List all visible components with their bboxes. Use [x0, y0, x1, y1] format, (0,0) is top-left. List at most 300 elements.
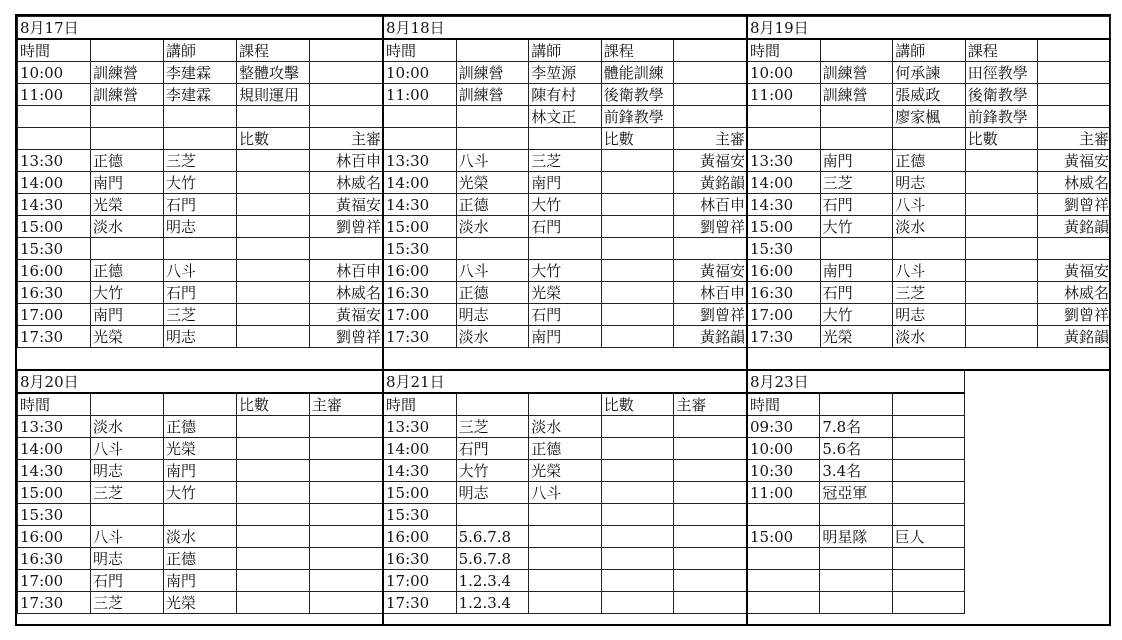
table-row: [18, 592, 383, 614]
table-cell: [529, 504, 602, 526]
table-row: [748, 194, 1111, 216]
table-cell: [310, 570, 383, 592]
table-cell: 明志: [893, 172, 966, 194]
table-cell: [456, 39, 529, 62]
table-cell: 1.2.3.4: [456, 592, 529, 614]
table-row: [384, 504, 747, 526]
table-cell: [310, 548, 383, 570]
table-cell: 主審: [310, 128, 383, 150]
table-cell: 黃福安: [310, 304, 383, 326]
table-cell: [820, 548, 892, 570]
table-cell: 李堃源: [529, 62, 602, 84]
table-row: [18, 260, 383, 282]
table-cell: 正德: [164, 416, 237, 438]
table-cell: 三芝: [529, 150, 602, 172]
table-row: [748, 62, 1111, 84]
day-block-aug21: [383, 370, 747, 614]
block-divider: [746, 16, 748, 624]
table-cell: [91, 504, 164, 526]
table-cell: 規則運用: [237, 84, 310, 106]
table-cell: [1038, 238, 1111, 260]
table-cell: [748, 548, 820, 570]
table-cell: 10:00: [748, 438, 820, 460]
table-cell: 光榮: [164, 438, 237, 460]
table-cell: 15:00: [748, 526, 820, 548]
table-cell: [674, 62, 747, 84]
table-cell: [237, 548, 310, 570]
table-cell: 石門: [164, 282, 237, 304]
table-cell: 田徑教學: [965, 62, 1038, 84]
table-row: [748, 106, 1111, 128]
table-cell: 石門: [91, 570, 164, 592]
table-cell: [674, 548, 747, 570]
table-cell: 17:30: [748, 326, 821, 348]
day-block-aug23: [747, 370, 965, 614]
table-cell: 陳有村: [529, 84, 602, 106]
table-row: [18, 482, 383, 504]
table-row: [18, 304, 383, 326]
table-row: [18, 504, 383, 526]
table-cell: 比數: [965, 128, 1038, 150]
block-date: 8月23日: [748, 371, 965, 394]
table-cell: 前鋒教學: [965, 106, 1038, 128]
table-cell: 明志: [456, 482, 529, 504]
table-cell: [310, 39, 383, 62]
table-cell: [1038, 39, 1111, 62]
table-cell: [674, 482, 747, 504]
table-cell: 明志: [91, 548, 164, 570]
table-row: [384, 150, 747, 172]
table-cell: 16:30: [384, 548, 457, 570]
table-cell: 16:00: [384, 526, 457, 548]
table-cell: 石門: [456, 438, 529, 460]
table-cell: [601, 238, 674, 260]
table-cell: [892, 482, 964, 504]
table-row: [18, 326, 383, 348]
table-row: [18, 106, 383, 128]
table-row: [384, 548, 747, 570]
table-row: [18, 438, 383, 460]
table-cell: 林威名: [310, 282, 383, 304]
table-cell: 5.6名: [820, 438, 892, 460]
table-cell: 明星隊: [820, 526, 892, 548]
table-cell: 17:30: [384, 326, 457, 348]
table-cell: [601, 172, 674, 194]
table-cell: [310, 460, 383, 482]
table-cell: [91, 128, 164, 150]
table-cell: 13:30: [384, 150, 457, 172]
table-cell: [965, 282, 1038, 304]
table-cell: [456, 393, 529, 416]
table-cell: 淡水: [164, 526, 237, 548]
table-row: [748, 172, 1111, 194]
table-cell: [384, 128, 457, 150]
table-cell: [748, 592, 820, 614]
table-cell: 南門: [820, 260, 893, 282]
table-cell: 14:00: [748, 172, 821, 194]
table-cell: 光榮: [91, 326, 164, 348]
table-cell: 比數: [601, 128, 674, 150]
table-cell: 體能訓練: [601, 62, 674, 84]
table-cell: [310, 438, 383, 460]
table-cell: 17:00: [18, 570, 91, 592]
table-cell: 整體攻擊: [237, 62, 310, 84]
table-cell: 明志: [164, 216, 237, 238]
table-row: [384, 526, 747, 548]
table-cell: 正德: [893, 150, 966, 172]
table-cell: [892, 438, 964, 460]
table-cell: [91, 39, 164, 62]
table-cell: [456, 504, 529, 526]
table-cell: 16:00: [748, 260, 821, 282]
table-cell: [748, 570, 820, 592]
table-cell: 11:00: [18, 84, 91, 106]
table-cell: [674, 106, 747, 128]
table-row: [748, 526, 965, 548]
table-cell: 光榮: [820, 326, 893, 348]
table-cell: [674, 416, 747, 438]
table-cell: [893, 238, 966, 260]
table-cell: 14:30: [748, 194, 821, 216]
table-cell: [164, 393, 237, 416]
table-cell: [237, 260, 310, 282]
block-date: 8月21日: [384, 371, 747, 394]
table-cell: 17:30: [18, 326, 91, 348]
day-block-aug17: [17, 16, 383, 348]
block-date: 8月19日: [748, 17, 1111, 40]
table-cell: 15:00: [384, 216, 457, 238]
table-cell: 南門: [529, 172, 602, 194]
table-cell: 17:30: [384, 592, 457, 614]
table-cell: [164, 504, 237, 526]
table-cell: 後衛教學: [965, 84, 1038, 106]
table-cell: [237, 482, 310, 504]
table-cell: 南門: [820, 150, 893, 172]
table-row: [18, 172, 383, 194]
table-cell: [601, 570, 674, 592]
table-cell: 14:30: [384, 194, 457, 216]
table-cell: 黃福安: [310, 194, 383, 216]
table-cell: [820, 128, 893, 150]
table-cell: 15:00: [748, 216, 821, 238]
table-cell: 大竹: [820, 216, 893, 238]
table-cell: [91, 106, 164, 128]
table-cell: 11:00: [748, 84, 821, 106]
table-cell: [601, 304, 674, 326]
table-cell: 冠亞軍: [820, 482, 892, 504]
table-cell: 正德: [91, 150, 164, 172]
table-row: [18, 393, 383, 416]
table-row: [18, 526, 383, 548]
table-cell: [892, 393, 964, 416]
table-row: [18, 84, 383, 106]
schedule-table: [747, 370, 965, 614]
table-cell: 13:30: [18, 150, 91, 172]
table-cell: 大竹: [529, 260, 602, 282]
table-cell: 5.6.7.8: [456, 548, 529, 570]
table-cell: 何承諫: [893, 62, 966, 84]
table-cell: 淡水: [456, 216, 529, 238]
table-cell: 主審: [310, 393, 383, 416]
table-cell: 石門: [820, 282, 893, 304]
table-cell: 10:00: [384, 62, 457, 84]
table-cell: [237, 416, 310, 438]
table-cell: 三芝: [164, 150, 237, 172]
table-cell: 張威政: [893, 84, 966, 106]
table-cell: 正德: [164, 548, 237, 570]
table-cell: 光榮: [529, 460, 602, 482]
table-cell: 訓練營: [91, 84, 164, 106]
table-cell: 大竹: [456, 460, 529, 482]
table-cell: [237, 504, 310, 526]
table-cell: [601, 326, 674, 348]
table-cell: [18, 106, 91, 128]
table-cell: [601, 416, 674, 438]
table-cell: 三芝: [91, 482, 164, 504]
table-cell: 明志: [456, 304, 529, 326]
table-row: [384, 216, 747, 238]
table-cell: 16:30: [18, 282, 91, 304]
table-cell: [965, 150, 1038, 172]
table-row: [18, 282, 383, 304]
table-cell: 巨人: [892, 526, 964, 548]
table-cell: 大竹: [164, 172, 237, 194]
table-row: [384, 282, 747, 304]
table-cell: [237, 282, 310, 304]
table-cell: 林威名: [310, 172, 383, 194]
table-cell: 主審: [674, 128, 747, 150]
table-cell: [310, 592, 383, 614]
table-cell: 15:30: [748, 238, 821, 260]
table-row: [748, 548, 965, 570]
table-cell: [237, 304, 310, 326]
table-cell: 明志: [91, 460, 164, 482]
table-cell: [237, 106, 310, 128]
table-cell: 八斗: [456, 260, 529, 282]
table-cell: 石門: [529, 216, 602, 238]
table-cell: 三芝: [893, 282, 966, 304]
table-row: [384, 84, 747, 106]
table-row: [384, 570, 747, 592]
table-cell: 講師: [164, 39, 237, 62]
table-row: [384, 39, 747, 62]
table-cell: 時間: [384, 39, 457, 62]
table-cell: 正德: [91, 260, 164, 282]
table-row: [384, 326, 747, 348]
block-date: 8月20日: [18, 371, 383, 394]
table-cell: 訓練營: [820, 84, 893, 106]
table-row: [748, 260, 1111, 282]
table-cell: 比數: [237, 128, 310, 150]
day-block-aug18: [383, 16, 747, 348]
table-cell: [237, 438, 310, 460]
block-date: 8月17日: [18, 17, 383, 40]
table-cell: 三芝: [91, 592, 164, 614]
table-cell: 17:00: [18, 304, 91, 326]
table-row: [18, 39, 383, 62]
table-row: [384, 482, 747, 504]
table-row: [748, 438, 965, 460]
table-cell: 7.8名: [820, 416, 892, 438]
table-cell: 黃銘韻: [1038, 216, 1111, 238]
table-cell: 15:30: [18, 504, 91, 526]
table-cell: [820, 592, 892, 614]
table-cell: 13:30: [748, 150, 821, 172]
table-cell: 15:30: [18, 238, 91, 260]
table-cell: 大竹: [164, 482, 237, 504]
table-cell: [892, 416, 964, 438]
table-cell: 14:00: [384, 438, 457, 460]
table-cell: 明志: [164, 326, 237, 348]
schedule-table: [383, 370, 747, 614]
table-cell: [310, 526, 383, 548]
table-cell: 14:00: [18, 172, 91, 194]
table-cell: 時間: [18, 393, 91, 416]
schedule-table: [17, 370, 383, 614]
table-row: [748, 216, 1111, 238]
table-cell: 林百申: [310, 150, 383, 172]
table-row: [18, 548, 383, 570]
table-cell: 16:30: [384, 282, 457, 304]
table-row: [748, 150, 1111, 172]
table-cell: [529, 238, 602, 260]
table-cell: [965, 172, 1038, 194]
table-cell: 大竹: [529, 194, 602, 216]
block-date: 8月18日: [384, 17, 747, 40]
table-cell: [601, 438, 674, 460]
table-cell: [91, 238, 164, 260]
table-cell: [820, 106, 893, 128]
table-cell: 南門: [91, 304, 164, 326]
table-cell: [529, 592, 602, 614]
table-cell: [91, 393, 164, 416]
table-cell: 訓練營: [456, 84, 529, 106]
table-cell: 黃銘韻: [674, 172, 747, 194]
table-row: [384, 194, 747, 216]
table-cell: 10:00: [18, 62, 91, 84]
block-divider: [17, 369, 1109, 371]
table-cell: 石門: [529, 304, 602, 326]
table-cell: 11:00: [748, 482, 820, 504]
block-divider: [382, 16, 384, 624]
table-cell: 5.6.7.8: [456, 526, 529, 548]
table-row: [748, 393, 965, 416]
table-cell: [965, 260, 1038, 282]
table-cell: 八斗: [456, 150, 529, 172]
table-cell: 大竹: [820, 304, 893, 326]
table-row: [18, 238, 383, 260]
table-cell: 13:30: [384, 416, 457, 438]
table-cell: 訓練營: [456, 62, 529, 84]
table-cell: [601, 460, 674, 482]
table-cell: 黃福安: [674, 150, 747, 172]
table-cell: 八斗: [893, 194, 966, 216]
table-cell: [529, 393, 602, 416]
table-cell: [674, 592, 747, 614]
table-cell: 講師: [529, 39, 602, 62]
table-cell: 黃銘韻: [674, 326, 747, 348]
table-cell: 黃福安: [1038, 260, 1111, 282]
table-cell: 林文正: [529, 106, 602, 128]
table-cell: 訓練營: [820, 62, 893, 84]
table-cell: [601, 282, 674, 304]
table-row: [18, 570, 383, 592]
table-row: [748, 460, 965, 482]
schedule-table: [747, 16, 1111, 348]
table-cell: 16:00: [18, 260, 91, 282]
table-cell: [384, 106, 457, 128]
table-cell: [529, 548, 602, 570]
table-row: [18, 194, 383, 216]
table-cell: [237, 570, 310, 592]
table-cell: [820, 39, 893, 62]
table-cell: [237, 238, 310, 260]
table-cell: [237, 592, 310, 614]
table-cell: [164, 128, 237, 150]
table-cell: 16:30: [18, 548, 91, 570]
table-cell: 林威名: [1038, 282, 1111, 304]
table-cell: 南門: [164, 570, 237, 592]
day-block-aug19: [747, 16, 1111, 348]
table-cell: 14:00: [384, 172, 457, 194]
table-row: [384, 260, 747, 282]
table-cell: 劉曾祥: [310, 326, 383, 348]
table-cell: 時間: [748, 393, 820, 416]
table-cell: 課程: [965, 39, 1038, 62]
table-row: [748, 304, 1111, 326]
table-cell: [601, 260, 674, 282]
table-cell: [820, 393, 892, 416]
table-cell: [456, 238, 529, 260]
table-cell: [237, 172, 310, 194]
table-cell: [601, 216, 674, 238]
table-cell: [529, 128, 602, 150]
table-row: [384, 416, 747, 438]
schedule-table: [17, 16, 383, 348]
table-cell: [18, 128, 91, 150]
table-cell: [310, 84, 383, 106]
table-row: [748, 128, 1111, 150]
table-cell: [892, 570, 964, 592]
table-row: [384, 304, 747, 326]
table-cell: [529, 526, 602, 548]
table-cell: [892, 548, 964, 570]
table-row: [384, 438, 747, 460]
table-cell: [310, 106, 383, 128]
table-cell: [529, 570, 602, 592]
table-cell: 光榮: [91, 194, 164, 216]
table-cell: 劉曾祥: [310, 216, 383, 238]
table-cell: 課程: [601, 39, 674, 62]
table-cell: 17:00: [748, 304, 821, 326]
table-cell: [601, 592, 674, 614]
table-cell: 三芝: [456, 416, 529, 438]
table-row: [18, 216, 383, 238]
table-cell: [748, 128, 821, 150]
table-cell: 淡水: [893, 216, 966, 238]
table-row: [18, 150, 383, 172]
table-cell: [820, 504, 892, 526]
table-cell: 講師: [893, 39, 966, 62]
table-cell: 16:00: [384, 260, 457, 282]
table-cell: [674, 39, 747, 62]
table-cell: 15:00: [18, 482, 91, 504]
table-cell: 廖家楓: [893, 106, 966, 128]
table-cell: 林百申: [674, 194, 747, 216]
table-cell: 比數: [237, 393, 310, 416]
table-cell: 淡水: [456, 326, 529, 348]
table-cell: [965, 304, 1038, 326]
